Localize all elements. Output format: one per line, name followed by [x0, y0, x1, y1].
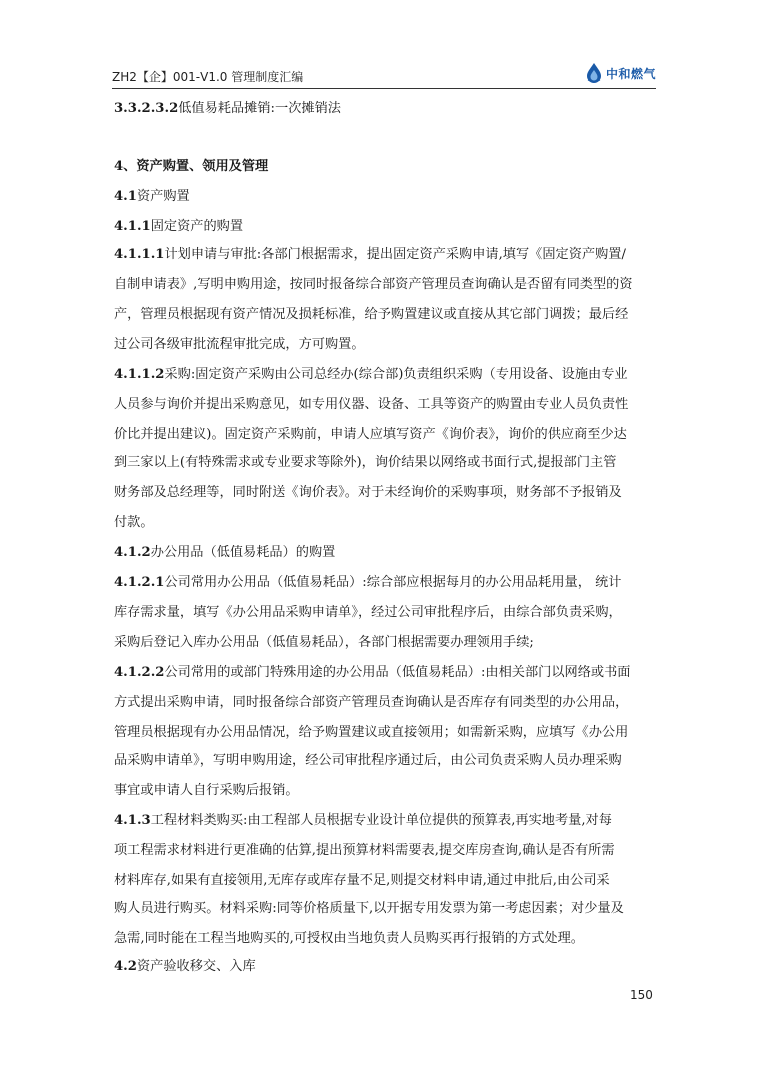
logo-text: 中和燃气	[605, 66, 656, 81]
line-text: 采购:固定资产采购由公司总经办(综合部)负责组织采购（专用设备、设施由专业	[164, 367, 628, 382]
line-text: 计划申请与审批:各部门根据需求，提出固定资产采购申请,填写《固定资产购置/	[164, 247, 626, 262]
line-text: 事宜或申请人自行采购后报销。	[114, 783, 299, 798]
line-text: 材料库存,如果有直接领用,无库存或库存量不足,则提交材料申请,通过申批后,由公司采	[114, 873, 610, 888]
text-line	[114, 842, 615, 860]
clause-number: 4.1.1.2	[114, 367, 165, 382]
line-text: 公司常用办公用品（低值易耗品）:综合部应根据每月的办公用品耗用量， 统计	[164, 575, 622, 590]
clause-number: 4.1.2	[114, 545, 151, 560]
text-line	[114, 782, 299, 800]
text-line	[114, 246, 626, 264]
clause-number: 4.2	[114, 959, 137, 974]
line-text: 自制申请表》,写明申购用途，按同时报备综合部资产管理员查询确认是否留有同类型的资	[114, 277, 633, 292]
line-text: 库存需求量，填写《办公用品采购申请单》，经过公司审批程序后，由综合部负责采购，	[114, 605, 622, 620]
text-line	[114, 604, 622, 622]
line-text: 品采购申请单》，写明申购用途，经公司审批程序通过后，由公司负责采购人员办理采购	[114, 753, 622, 768]
text-line	[114, 544, 335, 562]
text-line	[114, 724, 628, 742]
clause-number: 4.1.1.1	[114, 247, 165, 262]
line-text: 固定资产的购置	[150, 219, 244, 234]
section-heading	[114, 158, 268, 176]
clause-number: 4.1.2.1	[114, 575, 165, 590]
text-line	[114, 900, 624, 918]
line-text: 价比并提出建议)。固定资产采购前，申请人应填写资产《询价表》，询价的供应商至少达	[114, 427, 627, 442]
company-logo	[585, 60, 656, 86]
line-text: 付款。	[114, 515, 154, 530]
line-text: 方式提出采购申请，同时报备综合部资产管理员查询确认是否库存有同类型的办公用品，	[114, 695, 629, 710]
text-line	[114, 930, 584, 948]
line-text: 管理员根据现有办公用品情况，给予购置建议或直接领用；如需新采购，应填写《办公用	[114, 725, 629, 740]
text-line	[114, 752, 622, 770]
line-text: 公司常用的或部门特殊用途的办公用品（低值易耗品）:由相关部门以网络或书面	[164, 665, 631, 680]
text-line	[114, 872, 610, 890]
clause-number: 4.1	[114, 189, 137, 204]
text-line	[114, 336, 365, 354]
line-text: 采购后登记入库办公用品（低值易耗品），各部门根据需要办理领用手续;	[114, 635, 534, 650]
line-text: 到三家以上(有特殊需求或专业要求等除外)，询价结果以网络或书面行式,提报部门主管	[114, 455, 617, 470]
header-rule	[112, 88, 656, 89]
flame-drop-logo-icon	[585, 62, 603, 84]
clause-number: 4.1.2.2	[114, 665, 165, 680]
line-text: 办公用品（低值易耗品）的购置	[150, 545, 336, 560]
text-line	[114, 100, 341, 118]
heading-text: 4、资产购置、领用及管理	[114, 159, 269, 174]
line-text: 过公司各级审批流程审批完成，方可购置。	[114, 337, 365, 352]
text-line	[114, 514, 154, 532]
line-text: 急需,同时能在工程当地购买的,可授权由当地负责人员购买再行报销的方式处理。	[114, 931, 584, 946]
text-line	[114, 634, 534, 652]
line-text: 产，管理员根据现有资产情况及损耗标准，给予购置建议或直接从其它部门调拨；最后经	[114, 307, 629, 322]
page-header	[112, 56, 656, 92]
text-line	[114, 812, 612, 830]
text-line	[114, 664, 631, 682]
line-text: 资产验收移交、入库	[136, 959, 256, 974]
text-line	[114, 958, 256, 976]
text-line	[114, 694, 628, 712]
text-line	[114, 218, 243, 236]
clause-number: 3.3.2.3.2	[114, 101, 179, 116]
text-line	[114, 484, 622, 502]
line-text: 工程材料类购买:由工程部人员根据专业设计单位提供的预算表,再实地考量,对每	[150, 813, 612, 828]
text-line	[114, 366, 628, 384]
page-number: 150	[630, 988, 653, 1002]
clause-number: 4.1.3	[114, 813, 151, 828]
text-line	[114, 276, 633, 294]
text-line	[114, 426, 627, 444]
line-text: 财务部及总经理等，同时附送《询价表》。对于未经询价的采购事项，财务部不予报销及	[114, 485, 622, 500]
header-title: ZH2【企】001-V1.0 管理制度汇编	[112, 70, 304, 84]
line-text: 人员参与询价并提出采购意见，如专用仪器、设备、工具等资产的购置由专业人员负责性	[114, 397, 629, 412]
text-line	[114, 306, 628, 324]
line-text: 项工程需求材料进行更准确的估算,提出预算材料需要表,提交库房查询,确认是否有所需	[114, 843, 615, 858]
text-line	[114, 396, 628, 414]
line-text: 低值易耗品摊销:一次摊销法	[178, 101, 341, 116]
text-line	[114, 454, 616, 472]
text-line	[114, 188, 190, 206]
line-text: 资产购置	[136, 189, 190, 204]
text-line	[114, 574, 622, 592]
clause-number: 4.1.1	[114, 219, 151, 234]
line-text: 购人员进行购买。材料采购:同等价格质量下,以开据专用发票为第一考虑因素；对少量及	[114, 901, 624, 916]
